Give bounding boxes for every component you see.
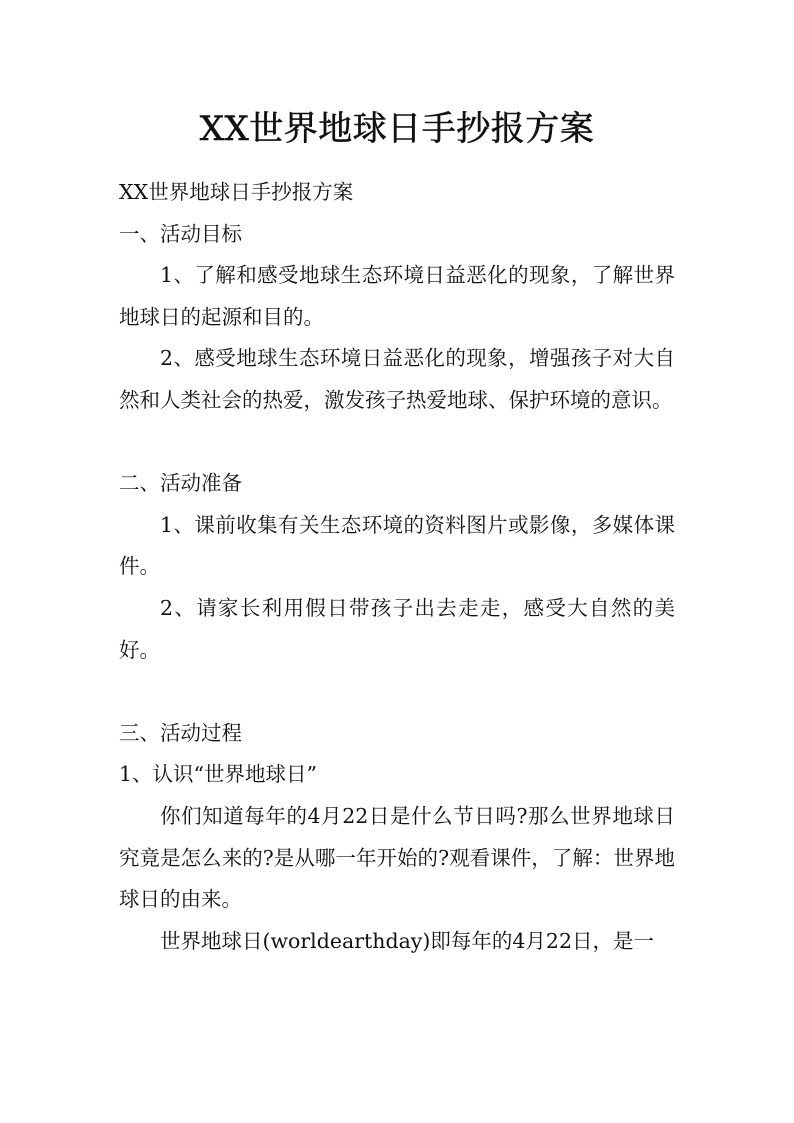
subtitle-paragraph: XX世界地球日手抄报方案 bbox=[119, 180, 354, 204]
document-title: XX世界地球日手抄报方案 bbox=[199, 109, 595, 149]
goal-paragraph-2: 2、感受地球生态环境日益恶化的现象，增强孩子对大自然和人类社会的热爱，激发孩子热爱地球、保护环境的意识。 bbox=[119, 346, 675, 412]
goal-paragraph-1: 1、了解和感受地球生态环境日益恶化的现象，了解世界地球日的起源和目的。 bbox=[119, 263, 675, 329]
step-paragraph-2: 世界地球日(worldearthday)即每年的4月22日，是一 bbox=[160, 928, 655, 953]
blank-line bbox=[119, 422, 675, 464]
prep-paragraph-2: 2、请家长利用假日带孩子出去走走，感受大自然的美好。 bbox=[119, 595, 675, 662]
section-heading-process: 三、活动过程 bbox=[119, 720, 242, 745]
document-body bbox=[119, 172, 675, 962]
blank-line bbox=[119, 671, 675, 713]
prep-paragraph-1: 1、课前收集有关生态环境的资料图片或影像，多媒体课件。 bbox=[119, 512, 675, 579]
step-heading-1: 1、认识“世界地球日” bbox=[119, 762, 318, 787]
section-heading-preparation: 二、活动准备 bbox=[119, 471, 242, 496]
step-paragraph-1: 你们知道每年的4月22日是什么节日吗?那么世界地球日究竟是怎么来的?是从哪一年开始的?观看课件，了解：世界地球日的由来。 bbox=[119, 803, 675, 912]
section-heading-goals: 一、活动目标 bbox=[119, 221, 242, 246]
